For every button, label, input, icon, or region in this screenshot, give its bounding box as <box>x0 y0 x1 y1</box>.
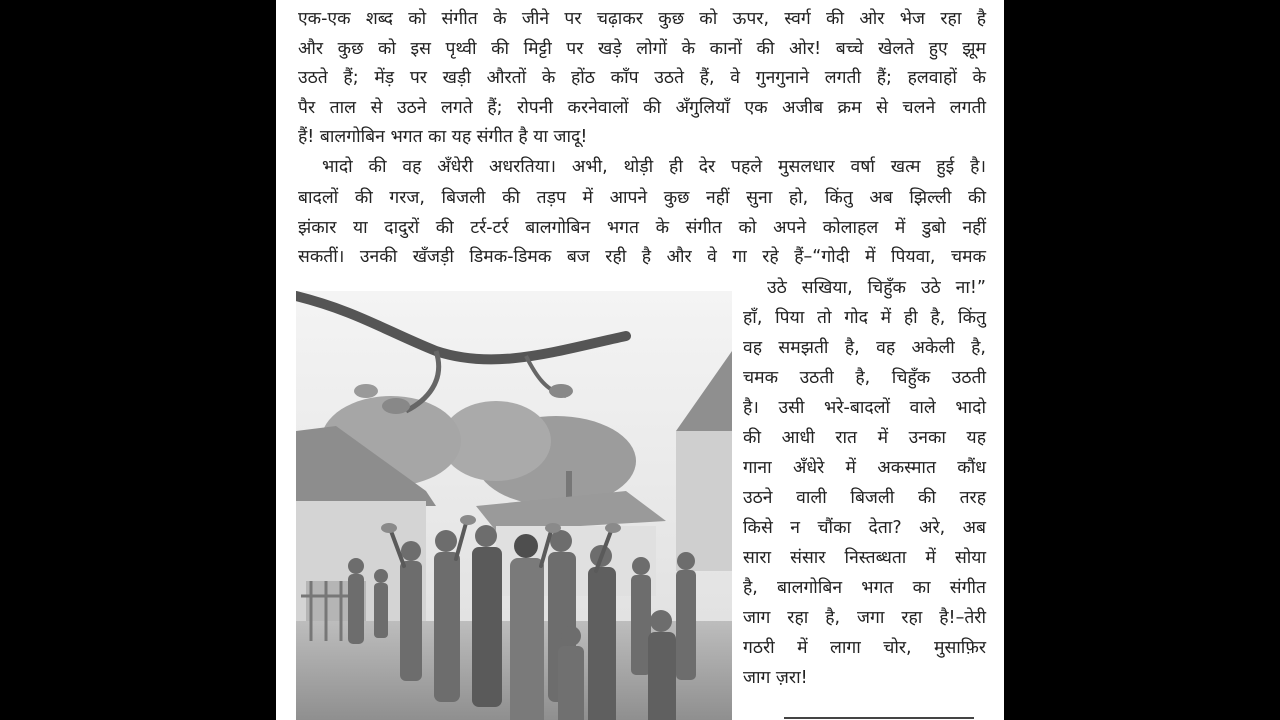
side-text-line: उठने वाली बिजली की तरह <box>743 488 986 508</box>
side-text-line: उठे सखिया, चिहुँक उठे ना!” <box>767 278 986 298</box>
village-singers-illustration <box>296 291 732 720</box>
side-text-line: गठरी में लागा चोर, मुसाफ़िर <box>743 638 986 658</box>
text-line: उठते हैं; मेंड़ पर खड़ी औरतों के होंठ काँप उठते हैं, वे गुनगुनाने लगती हैं; हलवाहों के <box>298 68 986 88</box>
text-line: एक-एक शब्द को संगीत के जीने पर चढ़ाकर कुछ को ऊपर, स्वर्ग की ओर भेज रहा है <box>298 9 986 29</box>
cropped-text-line <box>784 712 984 720</box>
side-text-line: है। उसी भरे-बादलों वाले भादो <box>743 398 986 418</box>
text-line: और कुछ को इस पृथ्वी की मिट्टी पर खड़े लोगों के कानों की ओर! बच्चे खेलते हुए झूम <box>298 39 986 59</box>
side-text-line: किसे न चौंका देता? अरे, अब <box>743 518 986 538</box>
side-text-line: है, बालगोबिन भगत का संगीत <box>743 578 986 598</box>
paragraph-start-line: भादो की वह अँधेरी अधरतिया। अभी, थोड़ी ही देर पहले मुसलधार वर्षा खत्म हुई है। <box>322 157 986 177</box>
side-text-line: हाँ, पिया तो गोद में ही है, किंतु <box>743 308 986 328</box>
side-text-line: सारा संसार निस्तब्धता में सोया <box>743 548 986 568</box>
side-text-line: की आधी रात में उनका यह <box>743 428 986 448</box>
side-text-line: वह समझती है, वह अकेली है, <box>743 338 986 358</box>
side-text-line: जाग ज़रा! <box>743 668 808 688</box>
text-line: झंकार या दादुरों की टर्र-टर्र बालगोबिन भगत के संगीत को अपने कोलाहल में डुबो नहीं <box>298 218 986 238</box>
side-text-line: गाना अँधेरे में अकस्मात कौंध <box>743 458 986 478</box>
text-line: पैर ताल से उठने लगते हैं; रोपनी करनेवालों की अँगुलियाँ एक अजीब क्रम से चलने लगती <box>298 98 986 118</box>
side-text-line: जाग रहा है, जगा रहा है!–तेरी <box>743 608 986 628</box>
textbook-page <box>276 0 1004 720</box>
side-text-line: चमक उठती है, चिहुँक उठती <box>743 368 986 388</box>
text-line: सकतीं। उनकी खँजड़ी डिमक-डिमक बज रही है और वे गा रहे हैं–“गोदी में पियवा, चमक <box>298 247 986 267</box>
text-line: हैं! बालगोबिन भगत का यह संगीत है या जादू! <box>298 127 588 147</box>
text-line: बादलों की गरज, बिजली की तड़प में आपने कुछ नहीं सुना हो, किंतु अब झिल्ली की <box>298 188 986 208</box>
